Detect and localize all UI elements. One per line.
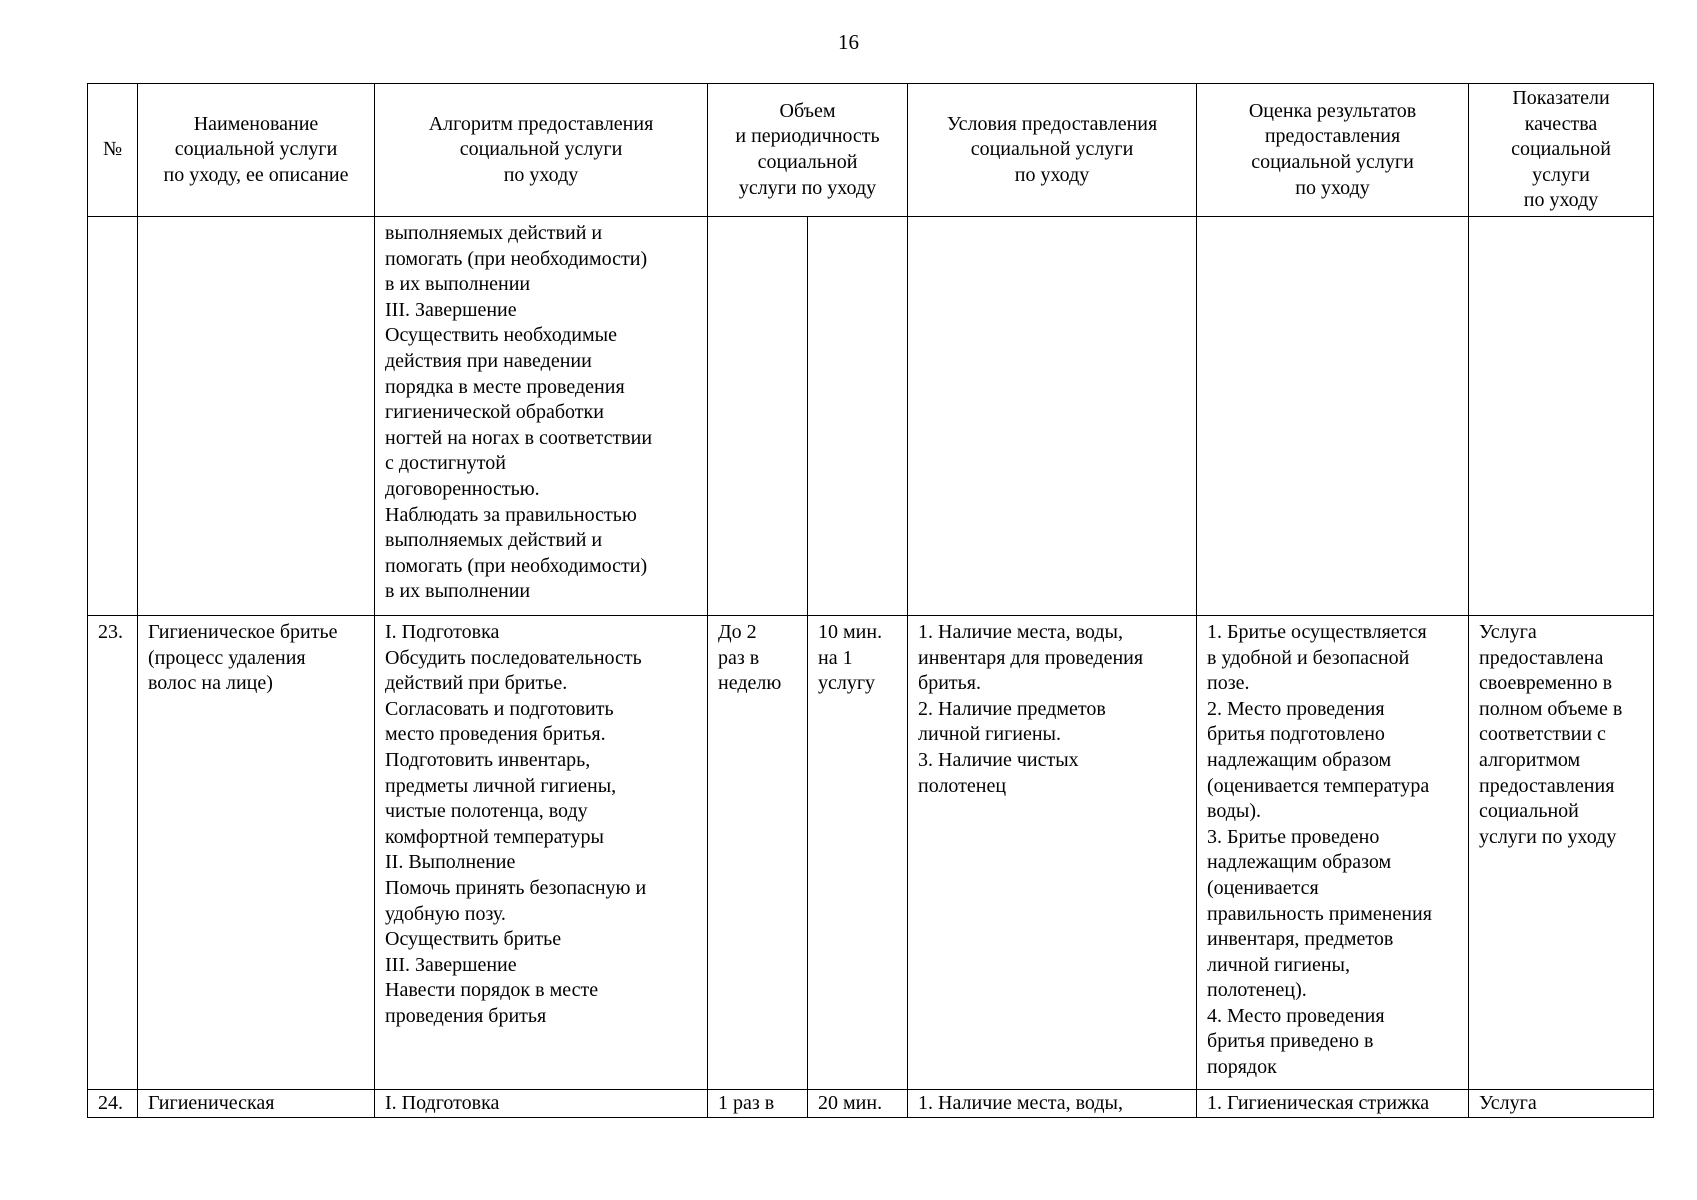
table-row — [88, 1089, 1654, 1117]
cell-periodicity — [708, 216, 808, 615]
cell-duration: 10 мин. на 1 услугу — [808, 615, 908, 1089]
cell-evaluation — [1197, 216, 1469, 615]
cell-algorithm: I. Подготовка — [375, 1089, 708, 1117]
cell-conditions: 1. Наличие места, воды, — [908, 1089, 1197, 1117]
header-name: Наименование социальной услуги по уходу, ее описание — [138, 84, 375, 217]
cell-num: 23. — [88, 615, 138, 1089]
cell-name — [138, 216, 375, 615]
table-header-row — [88, 84, 1654, 217]
cell-conditions — [908, 216, 1197, 615]
cell-evaluation: 1. Бритье осуществляется в удобной и безопасной позе. 2. Место проведения бритья подготовлено надлежащим образом (оценивается температура воды). 3. Бритье проведено надлежащим образом (оценивается правильность применения инвентаря, предметов личной гигиены, полотенец). 4. Место проведения бритья приведено в порядок — [1197, 615, 1469, 1089]
cell-periodicity: До 2 раз в неделю — [708, 615, 808, 1089]
cell-conditions: 1. Наличие места, воды, инвентаря для проведения бритья. 2. Наличие предметов личной гигиены. 3. Наличие чистых полотенец — [908, 615, 1197, 1089]
cell-algorithm: выполняемых действий и помогать (при необходимости) в их выполнении III. Завершение Осуществить необходимые действия при наведении порядка в месте проведения гигиенической обработки ногтей на ногах в соответствии с достигнутой договоренностью. Наблюдать за правильностью выполняемых действий и помогать (при необходимости) в их выполнении — [375, 216, 708, 615]
cell-quality: Услуга предоставлена своевременно в полном объеме в соответствии с алгоритмом предоставления социальной услуги по уходу — [1469, 615, 1654, 1089]
header-evaluation: Оценка результатов предоставления социальной услуги по уходу — [1197, 84, 1469, 217]
cell-name: Гигиеническое бритье (процесс удаления волос на лице) — [138, 615, 375, 1089]
header-volume: Объем и периодичность социальной услуги по уходу — [708, 84, 908, 217]
cell-duration: 20 мин. — [808, 1089, 908, 1117]
page-number: 16 — [838, 30, 859, 54]
header-algorithm: Алгоритм предоставления социальной услуги по уходу — [375, 84, 708, 217]
services-table — [87, 83, 1654, 1118]
cell-quality — [1469, 216, 1654, 615]
cell-periodicity: 1 раз в — [708, 1089, 808, 1117]
header-num: № — [88, 84, 138, 217]
header-conditions: Условия предоставления социальной услуги по уходу — [908, 84, 1197, 217]
cell-num — [88, 216, 138, 615]
cell-evaluation: 1. Гигиеническая стрижка — [1197, 1089, 1469, 1117]
cell-num: 24. — [88, 1089, 138, 1117]
cell-name: Гигиеническая — [138, 1089, 375, 1117]
table-row — [88, 615, 1654, 1089]
cell-quality: Услуга — [1469, 1089, 1654, 1117]
table-row-continuation — [88, 216, 1654, 615]
cell-duration — [808, 216, 908, 615]
header-quality: Показатели качества социальной услуги по уходу — [1469, 84, 1654, 217]
cell-algorithm: I. Подготовка Обсудить последовательность действий при бритье. Согласовать и подготовить место проведения бритья. Подготовить инвентарь, предметы личной гигиены, чистые полотенца, воду комфортной температуры II. Выполнение Помочь принять безопасную и удобную позу. Осуществить бритье III. Завершение Навести порядок в месте проведения бритья — [375, 615, 708, 1089]
